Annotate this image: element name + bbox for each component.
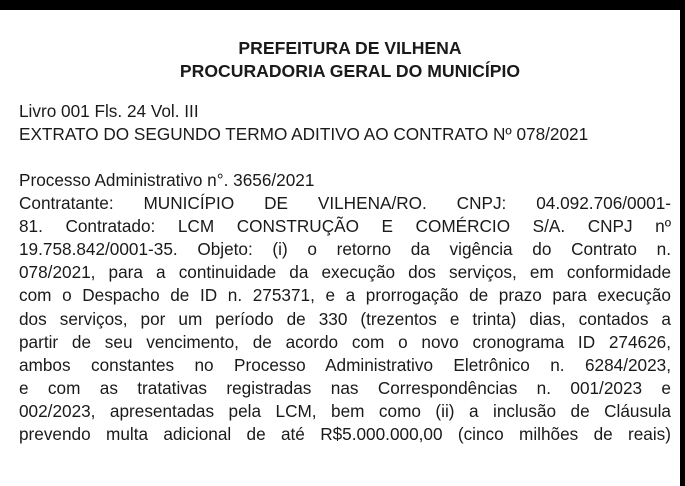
extract-title: EXTRATO DO SEGUNDO TERMO ADITIVO AO CONTRATO Nº 078/2021 [19, 124, 589, 144]
body-line: Contratante: MUNICÍPIO DE VILHENA/RO. CNPJ: 04.092.706/0001- [19, 193, 671, 214]
header-prefeitura: PREFEITURA DE VILHENA [238, 38, 462, 58]
document-meta [19, 100, 671, 146]
top-border [0, 0, 685, 10]
body-line: prevendo multa adicional de até R$5.000.000,00 (cinco milhões de reais) [19, 424, 671, 445]
body-line: dos serviços, por um período de 330 (trezentos e trinta) dias, contados a [19, 308, 671, 329]
process-number: Processo Administrativo n°. 3656/2021 [19, 170, 315, 190]
document-body [19, 169, 671, 446]
body-line: 19.758.842/0001-35. Objeto: (i) o retorno da vigência do Contrato n. [19, 239, 671, 260]
body-line: 078/2021, para a continuidade da execução dos serviços, em conformidade [19, 262, 671, 283]
body-line: partir de seu vencimento, de acordo com o novo cronograma ID 274626, [19, 331, 671, 352]
document-page [19, 37, 671, 446]
body-line: ambos constantes no Processo Administrativo Eletrônico n. 6284/2023, [19, 354, 671, 375]
body-line: com o Despacho de ID n. 275371, e a prorrogação de prazo para execução [19, 285, 671, 306]
right-border [680, 0, 685, 486]
book-reference: Livro 001 Fls. 24 Vol. III [19, 101, 199, 121]
header-procuradoria: PROCURADORIA GERAL DO MUNICÍPIO [179, 61, 521, 81]
body-line: 81. Contratado: LCM CONSTRUÇÃO E COMÉRCIO S/A. CNPJ nº [19, 216, 671, 237]
document-header [29, 37, 671, 83]
body-line: e com as tratativas registradas nas Correspondências n. 001/2023 e [19, 377, 671, 398]
body-line: 002/2023, apresentadas pela LCM, bem como (ii) a inclusão de Cláusula [19, 400, 671, 421]
